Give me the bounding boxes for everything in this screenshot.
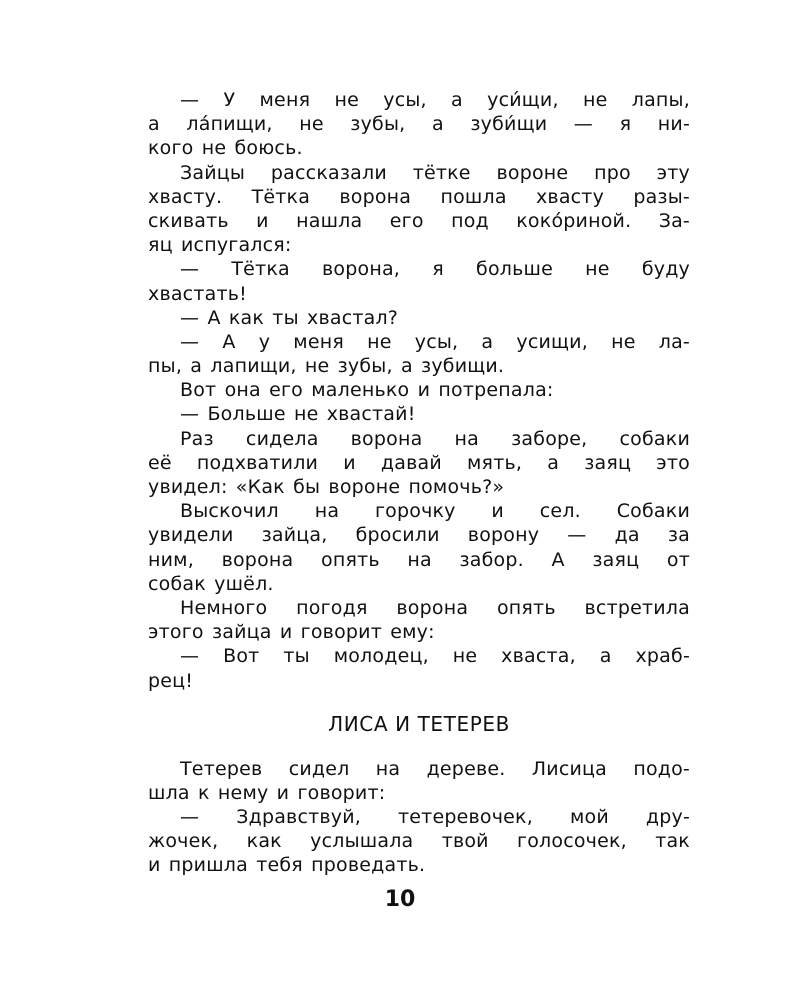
story-title: ЛИСА И ТЕТЕРЕВ: [328, 711, 510, 736]
text-line: — Здравствуй, тетеревочек, мой дру-: [180, 806, 690, 829]
page-body: [148, 88, 690, 878]
text-line: Вот она его маленько и потрепала:: [180, 379, 554, 402]
text-line: Раз сидела ворона на заборе, собаки: [180, 427, 690, 450]
text-line: Немного погодя ворона опять встретила: [180, 596, 690, 619]
text-line: собак ушёл.: [148, 572, 274, 595]
text-line: пы, а лапищи, не зубы, а зубищи.: [148, 355, 505, 378]
text-line: Зайцы рассказали тётке вороне про эту: [180, 161, 690, 184]
text-line: увидел: «Как бы вороне помочь?»: [148, 476, 505, 498]
text-line: — Вот ты молодец, не хваста, а храб-: [180, 645, 690, 668]
text-line: хвасту. Тётка ворона пошла хвасту разы-: [148, 185, 690, 208]
text-line: хвастать!: [148, 282, 247, 305]
text-line: её подхватили и давай мять, а заяц это: [148, 451, 690, 474]
story-text-section-2: [148, 757, 690, 878]
text-line: — А у меня не усы, а усищи, не ла-: [180, 330, 690, 353]
text-line: и пришла тебя проведать.: [148, 854, 426, 877]
text-line: этого зайца и говорит ему:: [148, 621, 435, 644]
text-line: Выскочил на горочку и сел. Собаки: [180, 500, 690, 523]
text-line: жочек, как услышала твой голосочек, так: [148, 830, 690, 853]
text-line: Тетерев сидел на дереве. Лисица подо-: [180, 757, 690, 780]
text-line: — У меня не усы, а уси́щи, не лапы,: [180, 89, 690, 111]
text-line: — Больше не хвастай!: [180, 403, 416, 426]
page-number: 10: [384, 887, 416, 912]
story-text-section-1: [148, 88, 690, 693]
text-line: — А как ты хвастал?: [180, 306, 399, 329]
text-line: рец!: [148, 669, 194, 692]
text-line: а ла́пищи, не зубы, а зуби́щи — я ни-: [148, 113, 690, 136]
text-line: кого не боюсь.: [148, 137, 303, 160]
text-line: ним, ворона опять на забор. А заяц от: [148, 548, 690, 571]
text-line: — Тётка ворона, я больше не буду: [180, 258, 690, 281]
text-line: яц испугался:: [148, 234, 292, 257]
text-line: шла к нему и говорит:: [148, 781, 386, 804]
text-line: скивать и нашла его под коко́риной. За-: [148, 209, 690, 232]
text-line: увидели зайца, бросили ворону — да за: [148, 524, 690, 547]
